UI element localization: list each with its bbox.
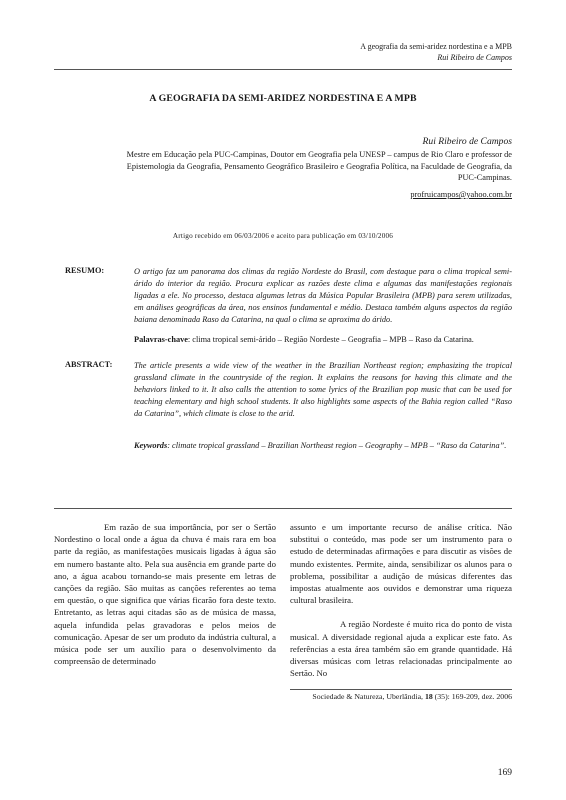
keywords-text: : climate tropical grassland – Brazilian Northeast region – Geography – MPB – “Raso da Catarina”. [167, 441, 507, 450]
running-head-author: Rui Ribeiro de Campos [437, 53, 512, 62]
keywords-label: Palavras-chave [134, 335, 188, 344]
journal-citation [312, 692, 512, 701]
abstract-text: The article presents a wide view of the weather in the Brazilian Northeast region; emphasizing the tropical grassland climate in the countryside of the region. It explains the reasons for having this climate and the behaviors linked to it. It also calls the attention to some lyrics of the Brazilian pop music that can be used for teaching elementary and high school students. It also highlights some aspects of the Bahia region called “Raso da Catarina”, which climate is close to the arid. [134, 361, 512, 418]
body-paragraph: A região Nordeste é muito rica do ponto de vista musical. A diversidade regional ajuda a explicar este fato. As referências a esta área também são em grande quantidade. Há diversas músicas com letras relacionadas principalmente ao Sertão. No [290, 619, 512, 679]
author-email-link[interactable]: profruicampos@yahoo.com.br [410, 190, 512, 199]
citation-text: (35): 169-209, dez. 2006 [432, 692, 512, 701]
received-date: Artigo recebido em 06/03/2006 e aceito para publicação em 03/10/2006 [172, 232, 394, 240]
keywords-label: Keywords [134, 441, 168, 450]
abstract-label: ABSTRACT: [65, 360, 113, 369]
resumo-label: RESUMO: [65, 266, 105, 275]
article-title: A GEOGRAFIA DA SEMI-ARIDEZ NORDESTINA E A MPB [149, 93, 417, 104]
header-divider [54, 69, 512, 70]
section-divider [54, 508, 512, 509]
citation-volume: 18 [424, 692, 433, 701]
running-head-title: A geografia da semi-aridez nordestina e a MPB [360, 42, 512, 51]
keywords-text: : clima tropical semi-árido – Região Nordeste – Geografia – MPB – Raso da Catarina. [187, 335, 474, 344]
running-head [360, 41, 512, 63]
author-name: Rui Ribeiro de Campos [422, 136, 512, 147]
footer-divider [290, 689, 512, 690]
body-column-right [290, 521, 512, 679]
body-paragraph: assunto e um importante recurso de análise crítica. Não substitui o conteúdo, mas pode ser um instrumento para o estudo de determinadas afirmações e para discutir as visões de mundo existentes. Permite, ainda, sensibilizar os alunos para o problema, possibilitar a audição de músicas diferentes das impostas atualmente aos ouvidos e demonstrar uma riqueza cultural brasileira. [290, 522, 512, 606]
resumo-keywords [134, 334, 512, 346]
bio-line: PUC-Campinas. [457, 173, 512, 183]
page-number: 169 [497, 768, 512, 778]
citation-text: Sociedade & Natureza, Uberlândia, [312, 692, 425, 701]
author-bio [54, 149, 512, 184]
body-column-left [54, 521, 276, 667]
abstract-keywords [134, 440, 512, 452]
bio-line: Epistemologia da Geografia, Pensamento Geográfico Brasileiro e Geografia Política, na Faculdade de Geografia, da [126, 161, 512, 171]
resumo-text: O artigo faz um panorama dos climas da região Nordeste do Brasil, com destaque para o clima tropical semi-árido do interior da região. Procura explicar as razões deste clima e algumas das manifestações regionais ligadas a ele. No processo, destaca algumas letras da Música Popular Brasileira (MPB) para serem utilizadas, em análises geográficas da área, nos ensinos fundamental e médio. Destaca também alguns aspectos da região baiana denominada Raso da Catarina, na qual o clima se aproxima do árido. [134, 267, 512, 324]
body-paragraph: Em razão de sua importância, por ser o Sertão Nordestino o local onde a água da chuva é mais rara em boa parte da região, as manifestações musicais ligadas à água são em numero bastante alto. Pela sua ausência em grande parte do ano, a água acabou tornando-se mais presente em letras de canções da região. São muitas as canções referentes ao tema em questão, o que significa que várias ficarão fora deste texto. Entretanto, as letras aqui citadas são as de música de massa, aquela infundida pelas gravadoras e pelos meios de comunicação. Apesar de ser um produto da indústria cultural, a música pode ser um auxílio para o desenvolvimento da compreensão de determinado [54, 522, 276, 667]
bio-line: Mestre em Educação pela PUC-Campinas, Doutor em Geografia pela UNESP – campus de Rio Claro e professor de [126, 150, 512, 159]
